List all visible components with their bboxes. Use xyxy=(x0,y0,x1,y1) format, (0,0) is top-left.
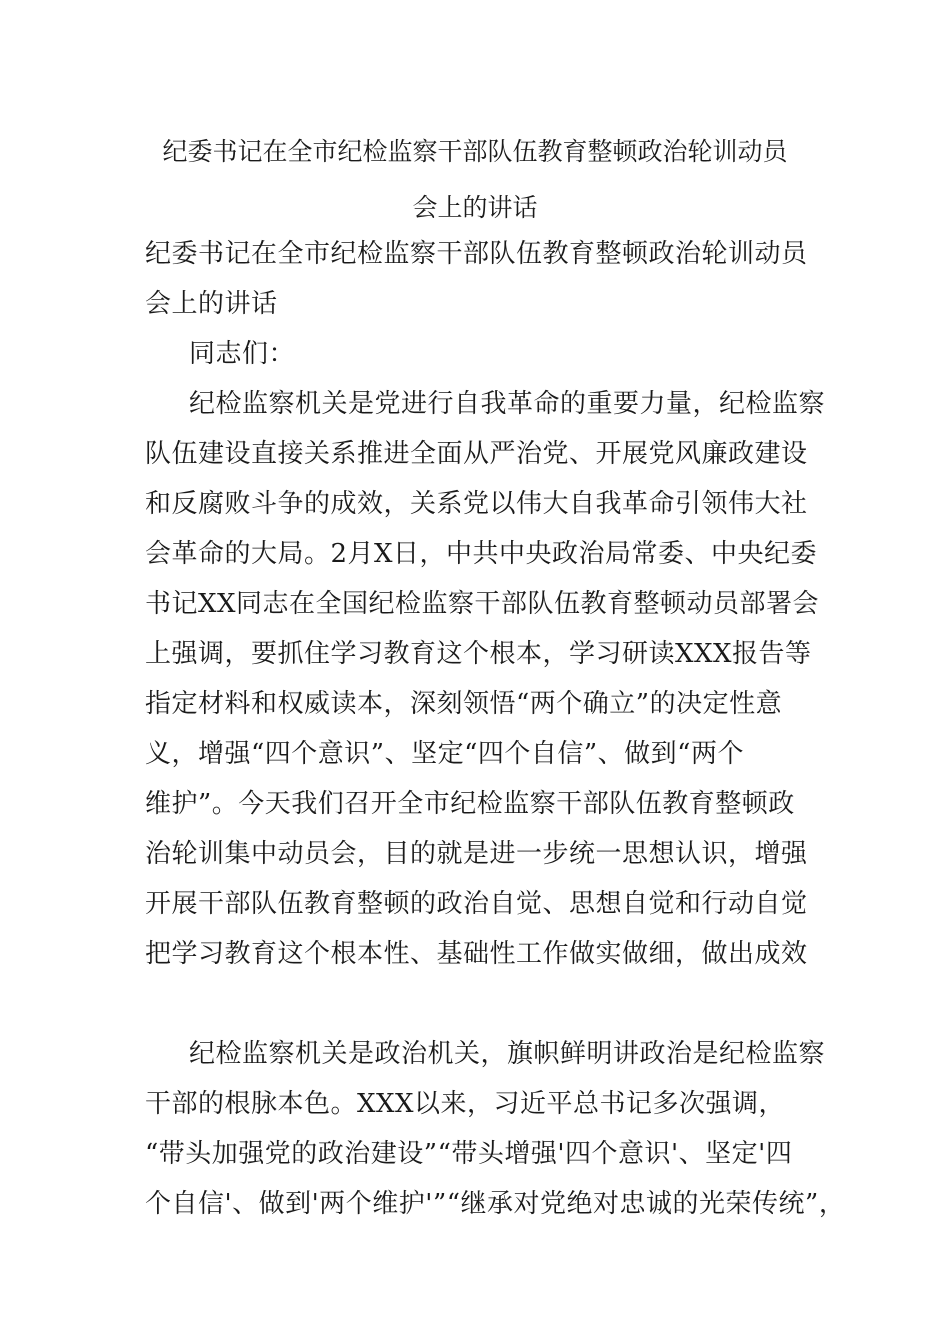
paragraph-line: 义，增强“四个意识”、坚定“四个自信”、做到“两个 xyxy=(145,739,744,769)
paragraph-line: 书记XX同志在全国纪检监察干部队伍教育整顿动员部署会 xyxy=(145,589,820,619)
paragraph-2 xyxy=(145,1029,846,1229)
paragraph-gap xyxy=(145,979,810,1029)
paragraph-line: 治轮训集中动员会，目的就是进一步统一思想认识，增强 xyxy=(145,839,808,869)
document-title xyxy=(140,124,810,236)
paragraph-line: 纪检监察机关是党进行自我革命的重要力量，纪检监察 xyxy=(189,389,826,419)
title-line-2: 会上的讲话 xyxy=(412,193,538,222)
subtitle-line-1: 纪委书记在全市纪检监察干部队伍教育整顿政治轮训动员 xyxy=(145,239,808,269)
paragraph-line: 干部的根脉本色。XXX以来，习近平总书记多次强调， xyxy=(145,1089,786,1119)
paragraph-line: 和反腐败斗争的成效，关系党以伟大自我革命引领伟大社 xyxy=(145,489,808,519)
paragraph-line: 纪检监察机关是政治机关，旗帜鲜明讲政治是纪检监察 xyxy=(189,1039,826,1069)
paragraph-line: 个自信'、做到'两个维护'”“继承对党绝对忠诚的光荣传统”， xyxy=(145,1189,846,1219)
paragraph-line: 维护”。今天我们召开全市纪检监察干部队伍教育整顿政 xyxy=(145,789,795,819)
paragraph-1 xyxy=(145,379,826,979)
salutation: 同志们： xyxy=(189,339,296,369)
paragraph-line: 队伍建设直接关系推进全面从严治党、开展党风廉政建设 xyxy=(145,439,808,469)
paragraph-line: 把学习教育这个根本性、基础性工作做实做细，做出成效 xyxy=(145,939,808,969)
paragraph-line: 上强调，要抓住学习教育这个根本，学习研读XXX报告等 xyxy=(145,639,812,669)
document-body xyxy=(145,229,846,1229)
subtitle-line-2: 会上的讲话 xyxy=(145,289,278,319)
paragraph-line: “带头加强党的政治建设”“带头增强'四个意识'、坚定'四 xyxy=(145,1139,793,1169)
title-line-1: 纪委书记在全市纪检监察干部队伍教育整顿政治轮训动员 xyxy=(162,137,788,166)
paragraph-line: 开展干部队伍教育整顿的政治自觉、思想自觉和行动自觉 xyxy=(145,889,808,919)
paragraph-line: 指定材料和权威读本，深刻领悟“两个确立”的决定性意 xyxy=(145,689,783,719)
paragraph-line: 会革命的大局。2月X日，中共中央政治局常委、中央纪委 xyxy=(145,539,818,569)
